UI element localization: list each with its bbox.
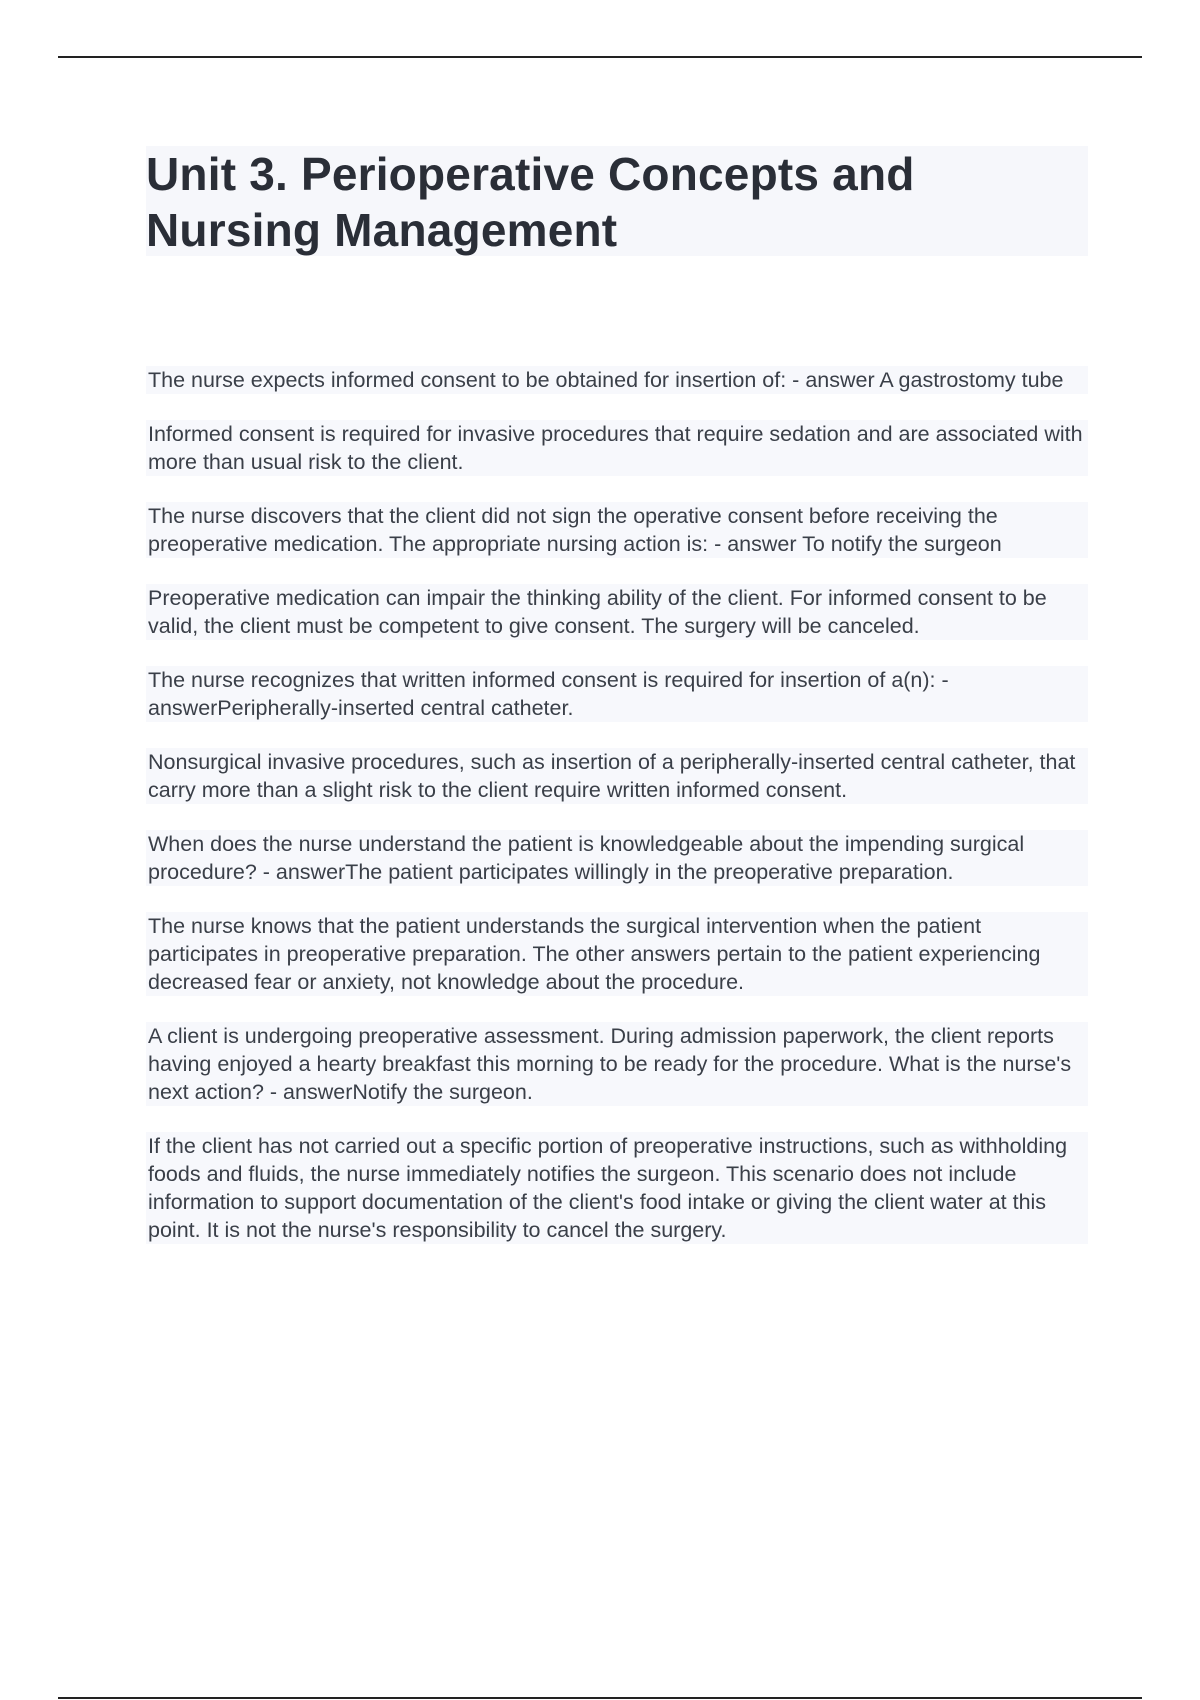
document-body	[146, 366, 1088, 1270]
top-divider	[58, 56, 1142, 58]
title-block	[146, 146, 1088, 256]
bottom-divider	[58, 1697, 1142, 1699]
paragraph: The nurse expects informed consent to be obtained for insertion of: - answer A gastrostomy tube	[146, 366, 1088, 394]
paragraph: The nurse discovers that the client did not sign the operative consent before receiving the preoperative medication. The appropriate nursing action is: - answer To notify the surgeon	[146, 502, 1088, 558]
paragraph: The nurse knows that the patient understands the surgical intervention when the patient participates in preoperative preparation. The other answers pertain to the patient experiencing decreased fear or anxiety, not knowledge about the procedure.	[146, 912, 1088, 996]
paragraph: When does the nurse understand the patient is knowledgeable about the impending surgical procedure? - answerThe patient participates willingly in the preoperative preparation.	[146, 830, 1088, 886]
paragraph: Nonsurgical invasive procedures, such as insertion of a peripherally-inserted central catheter, that carry more than a slight risk to the client require written informed consent.	[146, 748, 1088, 804]
paragraph: A client is undergoing preoperative assessment. During admission paperwork, the client reports having enjoyed a hearty breakfast this morning to be ready for the procedure. What is the nurse's next action? - answerNotify the surgeon.	[146, 1022, 1088, 1106]
page-title: Unit 3. Perioperative Concepts and Nursing Management	[146, 148, 915, 256]
paragraph: If the client has not carried out a specific portion of preoperative instructions, such as withholding foods and fluids, the nurse immediately notifies the surgeon. This scenario does not include information to support documentation of the client's food intake or giving the client water at this point. It is not the nurse's responsibility to cancel the surgery.	[146, 1132, 1088, 1244]
paragraph: Informed consent is required for invasive procedures that require sedation and are associated with more than usual risk to the client.	[146, 420, 1088, 476]
paragraph: The nurse recognizes that written informed consent is required for insertion of a(n): - answerPeripherally-inserted central catheter.	[146, 666, 1088, 722]
paragraph: Preoperative medication can impair the thinking ability of the client. For informed consent to be valid, the client must be competent to give consent. The surgery will be canceled.	[146, 584, 1088, 640]
